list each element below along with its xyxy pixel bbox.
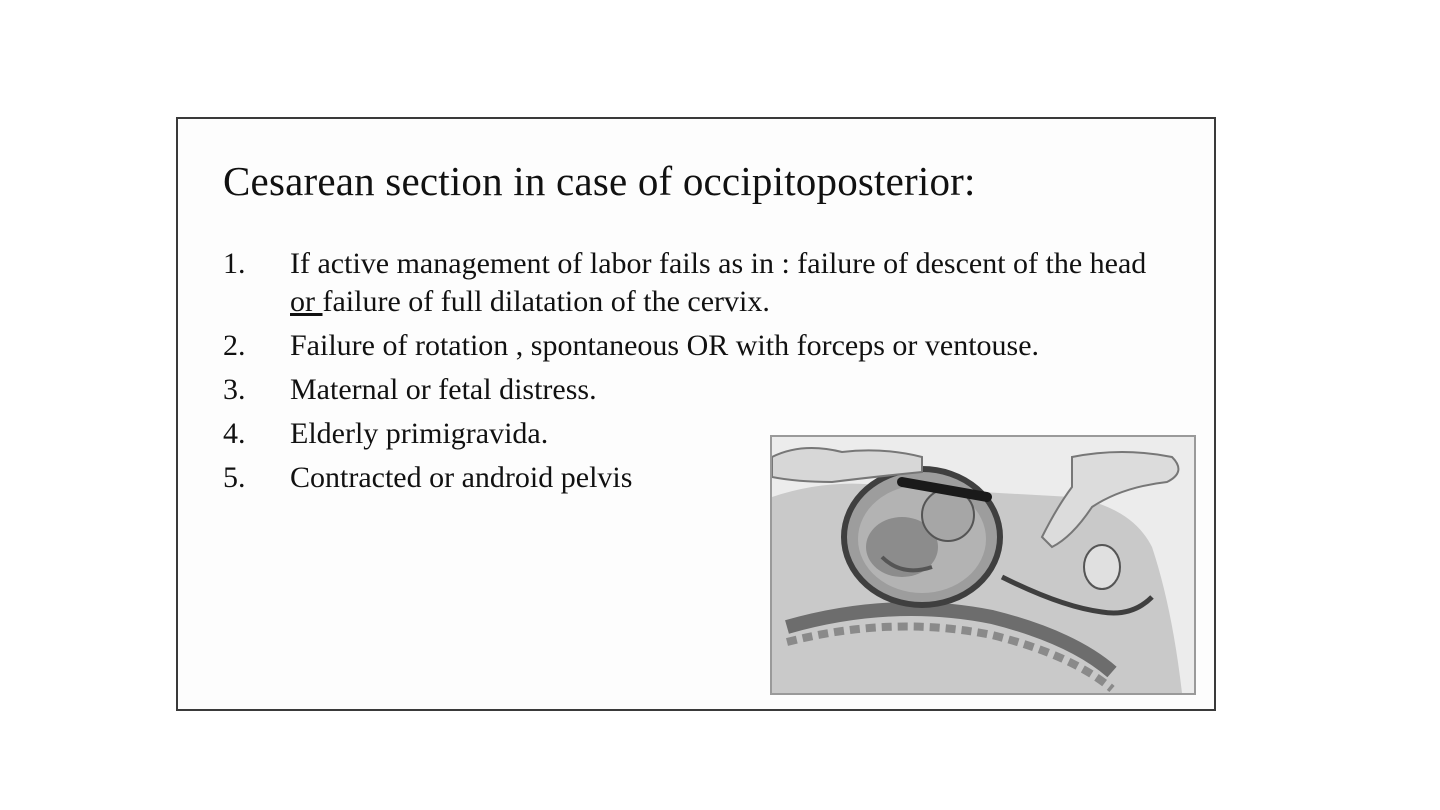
list-item-text: Failure of rotation , spontaneous OR with forceps or ventouse. [290, 329, 1040, 362]
underlined-word: or [290, 285, 323, 318]
list-item-number: 1. [223, 247, 246, 280]
cesarean-illustration-drawing [772, 437, 1194, 693]
list-item-text-part: If active management of labor fails as in : failure of descent of the head [290, 247, 1147, 280]
list-item [223, 327, 1150, 365]
cesarean-illustration [770, 435, 1196, 695]
list-item [223, 245, 1153, 321]
list-item-text: Maternal or fetal distress. [290, 373, 597, 406]
list-item-number: 3. [223, 373, 246, 406]
list-item [223, 371, 1153, 409]
list-item-number: 5. [223, 461, 246, 494]
list-item-number: 2. [223, 329, 246, 362]
list-item-text-part: failure of full dilatation of the cervix. [322, 285, 770, 318]
list-item-text: Elderly primigravida. [290, 417, 549, 450]
list-item-text: Contracted or android pelvis [290, 461, 633, 494]
slide-title: Cesarean section in case of occipitoposterior: [223, 158, 976, 204]
list-item-number: 4. [223, 417, 246, 450]
slide-frame [176, 117, 1216, 711]
list-item-text [290, 247, 1146, 318]
